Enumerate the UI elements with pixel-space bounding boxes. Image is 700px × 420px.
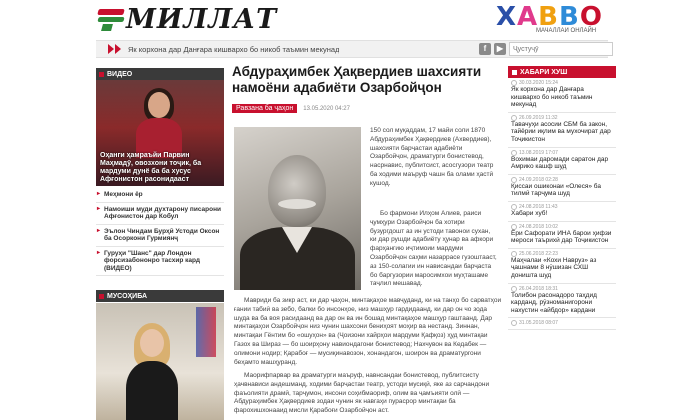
- list-item[interactable]: [508, 222, 616, 249]
- interview-section-title: МУСОҲИБА: [107, 292, 148, 300]
- partner-logo-letter: В: [559, 2, 580, 32]
- video-person-image: [134, 88, 184, 158]
- facebook-icon[interactable]: f: [479, 43, 491, 55]
- news-title[interactable]: Вохимаи даромади саратон дар Амрико кашф шуд: [511, 155, 609, 171]
- news-date: 26.04.2018 18:31: [511, 286, 613, 292]
- video-section-header: [96, 68, 224, 80]
- ticker-arrow-icon: [108, 43, 122, 55]
- square-bullet-icon: [99, 72, 104, 77]
- article-date: 13.05.2020 04:27: [303, 105, 350, 112]
- ticker-headline[interactable]: Як корхона дар Данғара кишвархо бо никоб таъмин мекунад: [128, 44, 340, 54]
- article-meta: [232, 104, 350, 113]
- interview-photo[interactable]: [96, 303, 224, 420]
- good-news-header: [508, 66, 616, 78]
- square-bullet-icon: [512, 70, 517, 75]
- article-portrait: [234, 127, 361, 290]
- site-header: [0, 0, 700, 40]
- video-thumbnail[interactable]: [96, 80, 224, 186]
- video-section-title: ВИДЕО: [107, 70, 133, 78]
- partner-logo-letter: О: [579, 2, 603, 32]
- logo-text: МИЛЛАТ: [126, 3, 278, 35]
- news-title[interactable]: Ёри Сафорати ИНА барои ҳифзи мероси таърихӣ дар Тоҷикистон: [511, 229, 612, 245]
- list-item[interactable]: [508, 148, 616, 175]
- category-badge[interactable]: Равзана ба ҷаҳон: [232, 104, 297, 113]
- article-paragraph: 150 сол муқаддам, 17 майи соли 1870 Абдураҳимбек Ҳақвердиев (Ахвердиев), шахсияти барҷастаи адабиёти Озарбойҷон, драматурги бонистевод, насрнавис, публитсист, асосгузори театр ба ходими маъруф чашн ба олами ҳастӣ кушод.: [370, 127, 494, 187]
- partner-logo[interactable]: [496, 2, 616, 38]
- list-item[interactable]: [508, 202, 616, 222]
- site-logo[interactable]: [98, 4, 277, 34]
- news-title[interactable]: Маҳчалаи «Кохи Навруз» аз ҷашнами 8 нӯшизан СХШ доништа шуд: [511, 256, 597, 279]
- article-paragraph: Мавриди ба зикр аст, ки дар ҷаҳон, минтақаҳое мавҷуданд, ки на танҳо бо сарватҳои ғании табиӣ ва зебо, балки бо инсонҳое, низ машҳур гардидаанд, ки дар он чо зода шуда ва ба воя расидаанд ва дар он ва ин бошад минтақаҳое машҳур гаштаанд. Дар минтақаҳои Озарбойҷон низ чунин шахсони бениҳоят моҳир ва нестанд. Зиннан, минтақаи Гёнтим бо «ошуҳон» ва (Ҷоизони хайрҳои мардуми Қафқоз) ҳуд минтақаи Газох ва Шираз — бо шоирҳону навиондагони бонистевод; Нахчувон ва Кедабек — олимони нодир; Қарабоғ — мусиқинавозон, хонандагон, шоирон ва драматургони беҳамто машҳуранд.: [234, 297, 502, 366]
- news-date: 31.05.2018 08:07: [511, 320, 613, 326]
- news-date: 25.06.2018 22:23: [511, 251, 613, 257]
- news-title[interactable]: Қиссаи ошиконаи «Олеся» ба тилмӣ тарҷума шуд: [511, 182, 601, 198]
- square-bullet-icon: [99, 294, 104, 299]
- good-news-column: [508, 66, 616, 330]
- list-item[interactable]: ▸ Меҳмони ёр: [96, 188, 224, 203]
- list-item[interactable]: ▸ Эълон Чиндам Бурҳӣ Устоди Оксон ба Осоркони Гурмиянҷ: [96, 225, 224, 247]
- news-date: 30.03.2020 15:24: [511, 80, 613, 86]
- news-date: 24.08.2018 11:43: [511, 204, 613, 210]
- list-item[interactable]: [508, 175, 616, 202]
- list-item[interactable]: [508, 113, 616, 148]
- article-paragraph: Маорифпарвар ва драматурги маъруф, навнсандаи бонистевод, публитсисту ҳачвнависи андешманд, ходими барҷастаи театр, устоди мусиқӣ, яке аз сарчандони фаъолияти драмӣ, тарҷумон, инсони соҳибмаориф, олим ва ҷамъияти олӣ — Абдураҳимбек Ҳақвердиев зодаи чунин як навгаҳи пурасрор минтақаи ба фарохишхонааид мисли Қарабоғи Озарбойҷон аст.: [234, 372, 490, 415]
- video-caption[interactable]: Оҳанги ҳамраъйи Парвин Маҳмадӯ, овозхони тоҷик, ба мардуми дунё ба ба хусус Афғонистон расонидааст: [100, 152, 202, 183]
- good-news-title: ХАБАРИ ХУШ: [520, 68, 568, 76]
- news-date: 24.08.2018 10:02: [511, 224, 613, 230]
- search-input[interactable]: [509, 42, 613, 56]
- list-item[interactable]: [508, 249, 616, 284]
- partner-logo-letter: Х: [496, 2, 518, 32]
- list-item[interactable]: [508, 78, 616, 113]
- news-title[interactable]: Хабари хуб!: [511, 209, 548, 217]
- partner-logo-letter: А: [517, 2, 539, 32]
- list-item[interactable]: [508, 284, 616, 319]
- news-title[interactable]: Тавачуҳи асосии СБМ ба закон, тайёрии иқлим ва мухочират дар Тоҷикистон: [511, 120, 611, 143]
- news-date: 24.09.2018 02:28: [511, 177, 613, 183]
- news-date: 26.09.2019 11:32: [511, 115, 613, 121]
- flag-image: [196, 307, 216, 357]
- list-item[interactable]: ▸ Гуруҳи "Шанс" дар Лондон форсизабононро тасхир кард (ВИДЕО): [96, 247, 224, 277]
- video-list: [96, 188, 224, 276]
- news-title[interactable]: Як корхона дар Данғара кишвархо бо никоб таъмин мекунад: [511, 86, 593, 109]
- logo-mark-icon: [98, 7, 124, 31]
- article-paragraph: Бо фармони Илҳом Алиев, раиси ҷумҳури Озарбойҷон ба хотири бузургдошт аз ин устоди тавонои сухан, ки дар рушди адабиёту ҳунар ва афкори фарҳангию иҷтимоии мардуми Озарбойҷон саҳми назаррасе гузоштааст, аз 150-солагии ин нависандаи барҷаста бо баргузории маросимхои муҳташаме таҷлил мешавад.: [370, 210, 497, 288]
- article: [232, 64, 500, 96]
- news-title[interactable]: Толибон расонадоро таҳдид карданд, рӯзноманигорони нахустин «айбдор» кардани: [511, 291, 597, 314]
- list-item[interactable]: [508, 318, 616, 330]
- interview-section-header: [96, 290, 224, 302]
- youtube-icon[interactable]: ▶: [494, 43, 506, 55]
- list-item[interactable]: ▸ Намоиши муди духтарону писарони Афғонистон дар Кобул: [96, 203, 224, 225]
- news-date: 13.08.2019 17:07: [511, 150, 613, 156]
- partner-logo-letter: В: [538, 2, 559, 32]
- partner-logo-subtitle: МАЧАЛЛАИ ОНЛАЙН: [536, 28, 597, 34]
- article-title: Абдураҳимбек Ҳақвердиев шахсияти намоёни адабиёти Озарбойҷон: [232, 64, 482, 95]
